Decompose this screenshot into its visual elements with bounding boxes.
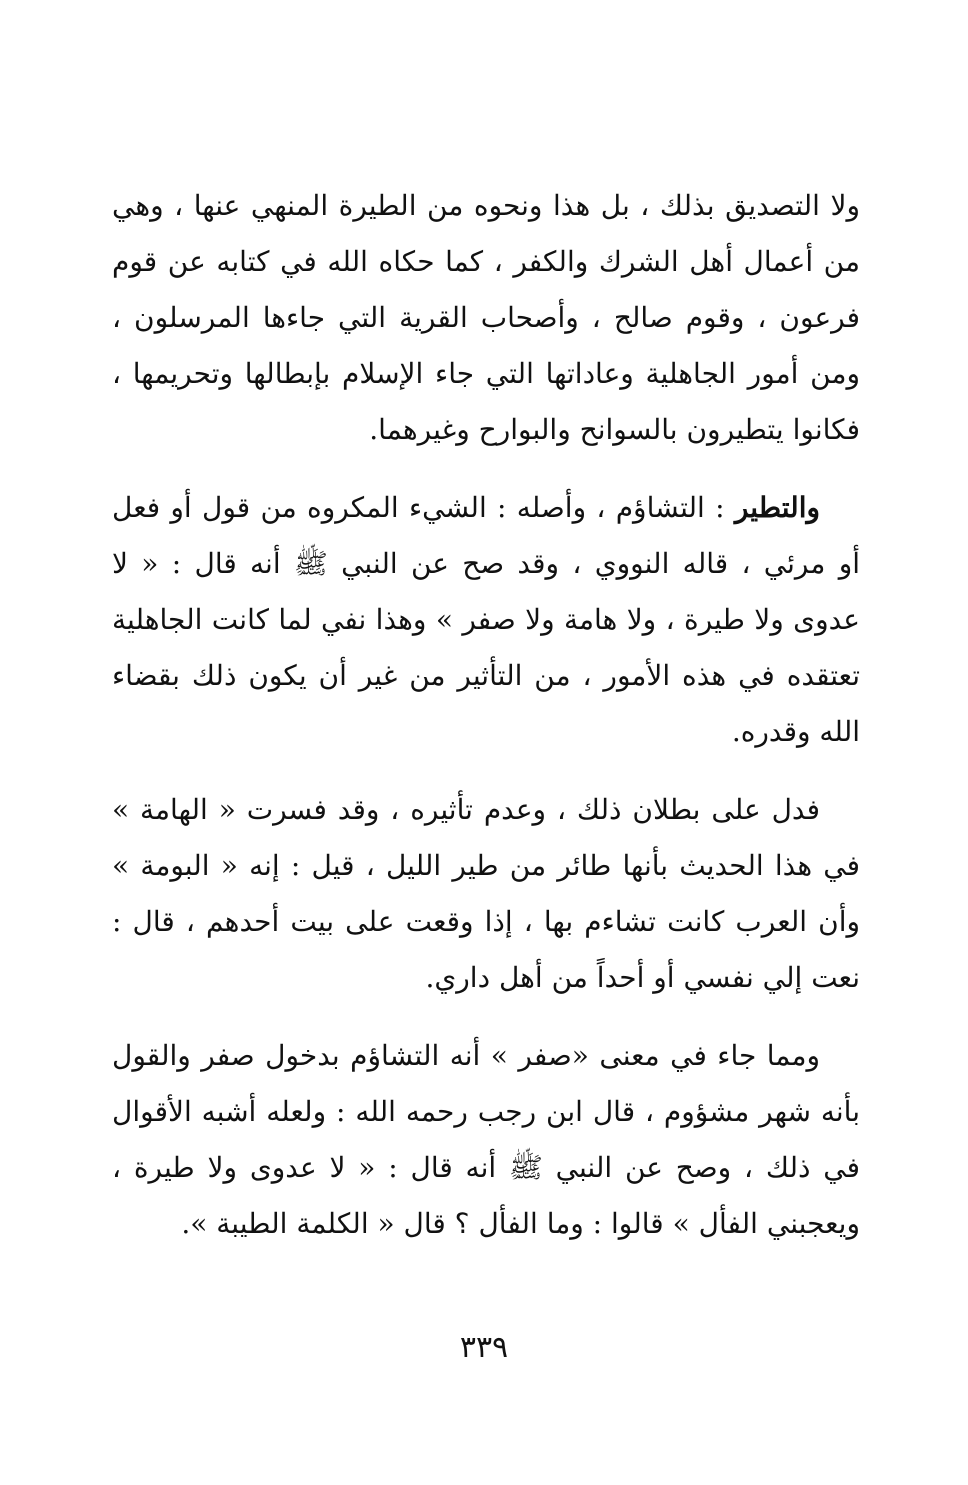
paragraph-2-text: : التشاؤم ، وأصله : الشيء المكروه من قول أو فعل أو مرئي ، قاله النووي ، وقد صح عن النبي ﷺ أنه قال : « لا عدوى ولا طيرة ، ولا هامة ولا صفر » وهذا نفي لما كانت الجاهلية تعتقده في هذه الأمور ، من التأثير من غير أن يكون ذلك بقضاء الله وقدره. [112,491,860,748]
page-body [112,178,860,1468]
paragraph-1 [112,178,860,458]
paragraph-4 [112,1028,860,1252]
page-number: ٣٣٩ [459,1330,509,1365]
paragraph-2 [112,480,860,760]
paragraph-3 [112,782,860,1006]
paragraph-1-text: ولا التصديق بذلك ، بل هذا ونحوه من الطيرة المنهي عنها ، وهي من أعمال أهل الشرك والكفر ، كما حكاه الله في كتابه عن قوم فرعون ، وقوم صالح ، وأصحاب القرية التي جاءها المرسلون ، ومن أمور الجاهلية وعاداتها التي جاء الإسلام بإبطالها وتحريمها ، فكانوا يتطيرون بالسوانح والبوارح وغيرهما. [112,189,860,446]
defined-term: والتطير [734,491,820,524]
paragraph-3-text: فدل على بطلان ذلك ، وعدم تأثيره ، وقد فسرت « الهامة » في هذا الحديث بأنها طائر من طير الليل ، قيل : إنه « البومة » وأن العرب كانت تشاءم بها ، إذا وقعت على بيت أحدهم ، قال : نعت إلي نفسي أو أحداً من أهل داري. [112,793,860,994]
paragraph-4-text: ومما جاء في معنى «صفر » أنه التشاؤم بدخول صفر والقول بأنه شهر مشؤوم ، قال ابن رجب رحمه الله : ولعله أشبه الأقوال في ذلك ، وصح عن النبي ﷺ أنه قال : « لا عدوى ولا طيرة ، ويعجبني الفأل » قالوا : وما الفأل ؟ قال « الكلمة الطيبة ». [112,1039,860,1240]
